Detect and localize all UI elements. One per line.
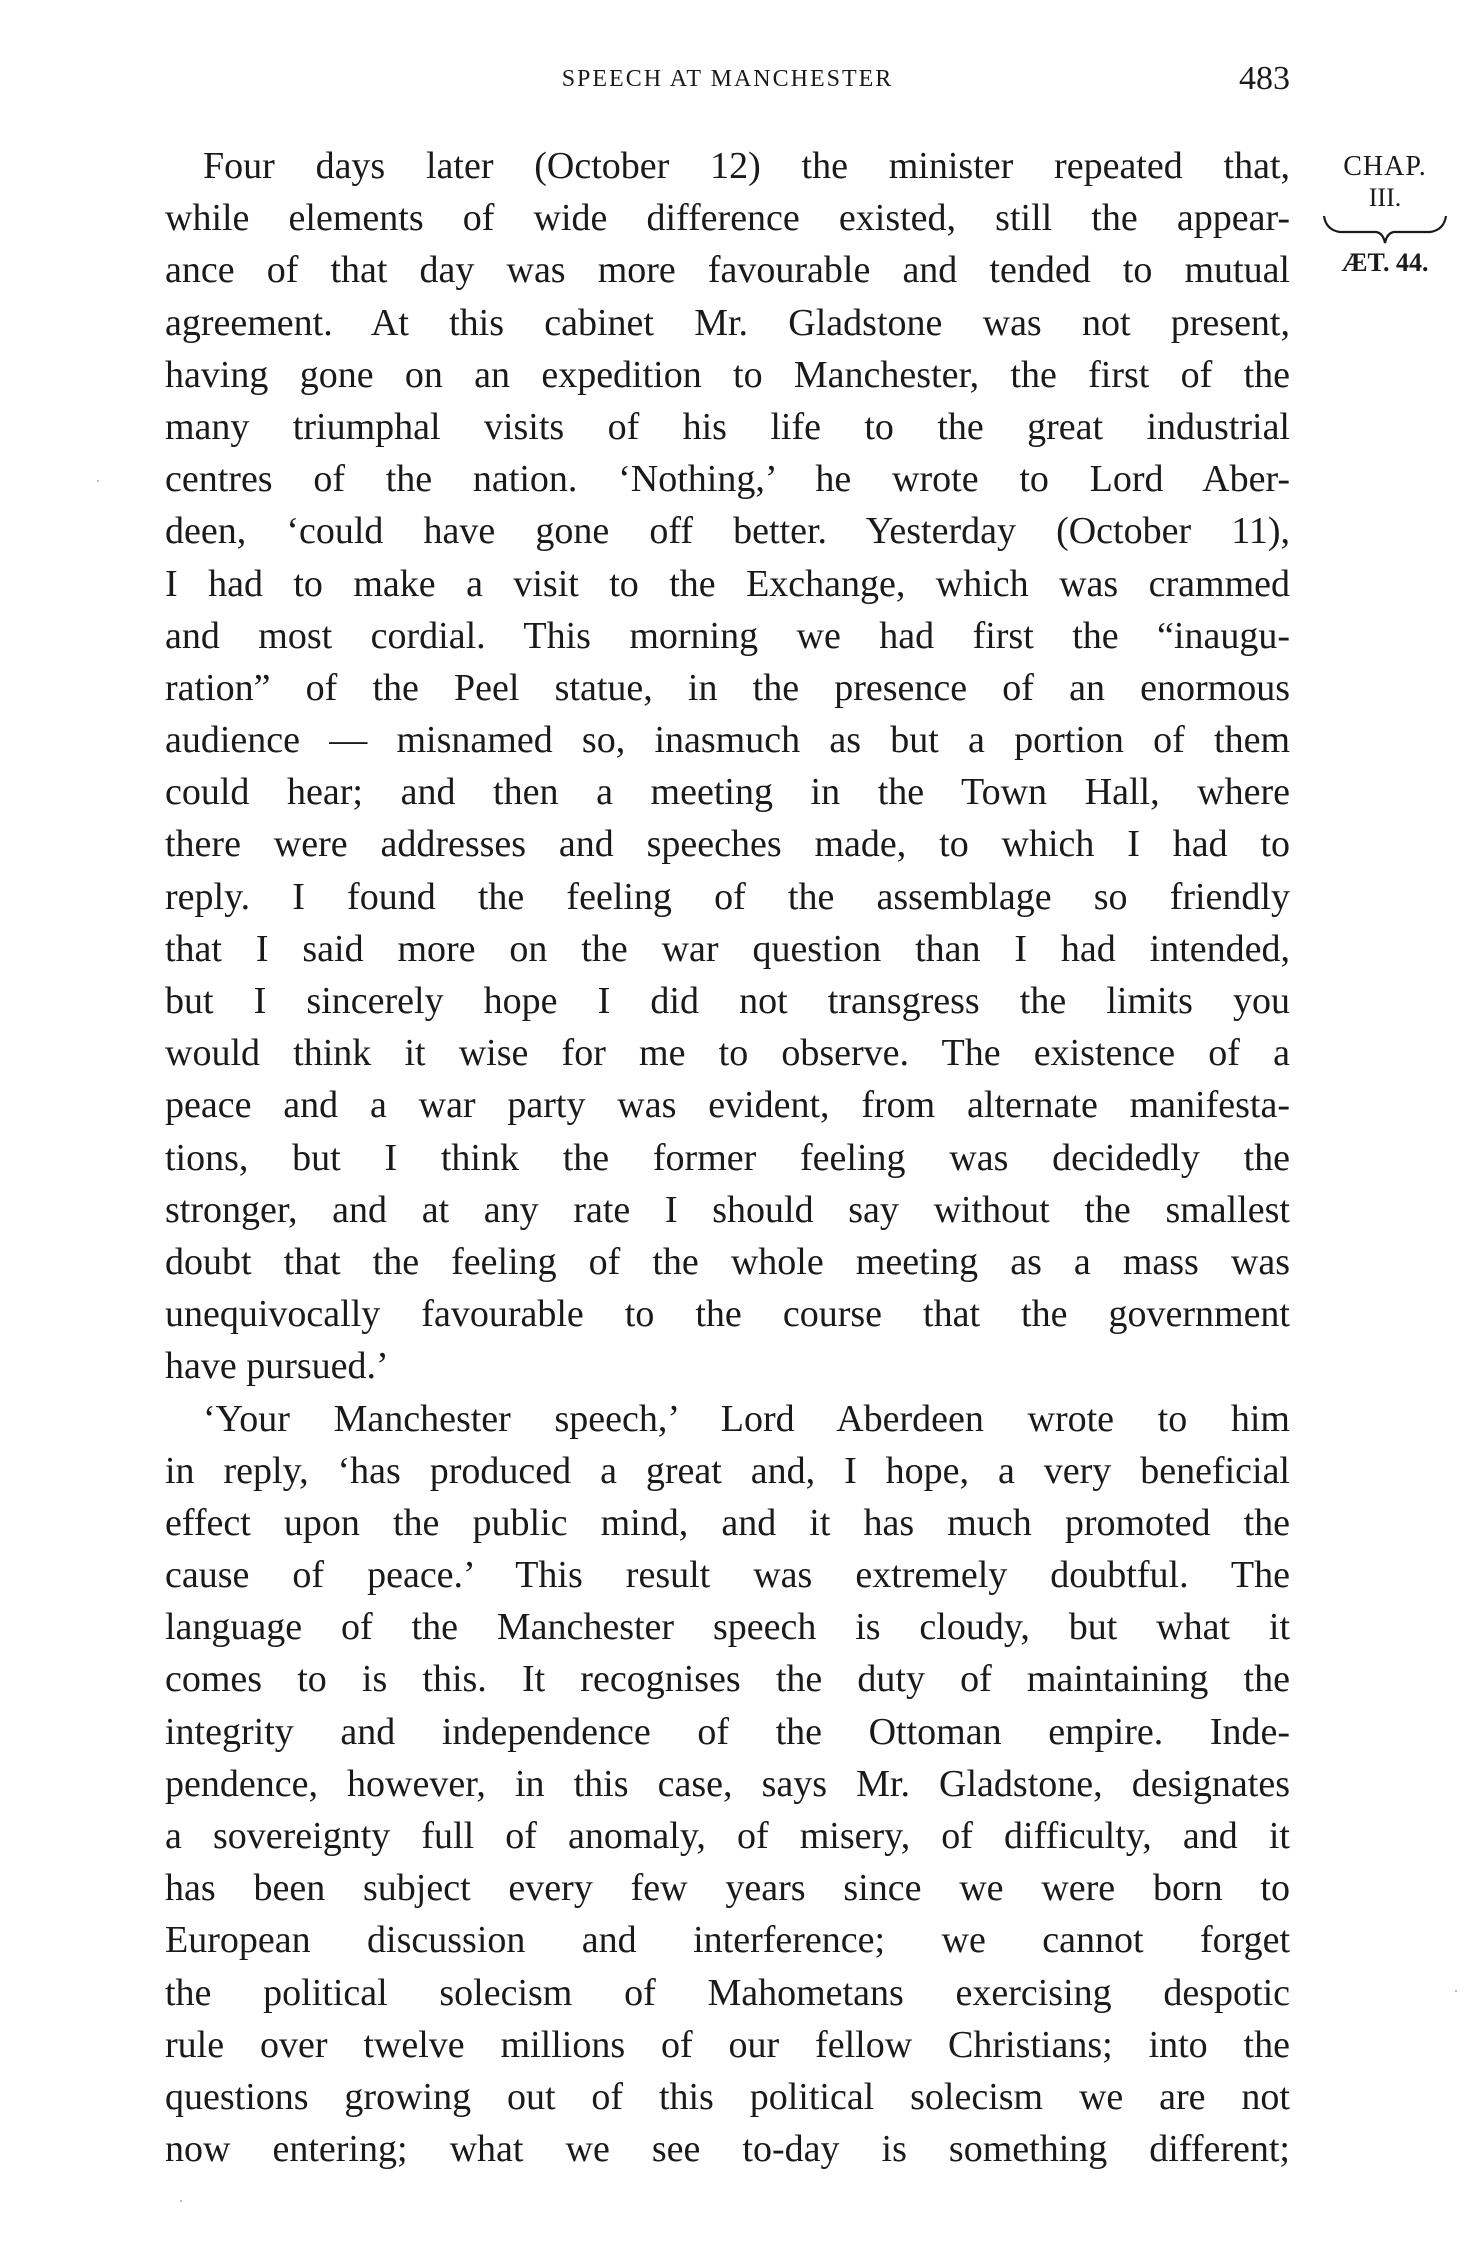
chapter-number: III. [1368, 183, 1402, 212]
text-line: centres of the nation. ‘Nothing,’ he wrote to Lord Aber- [165, 458, 1290, 501]
text-line: reply. I found the feeling of the assemblage so friendly [165, 875, 1290, 918]
chapter-label: CHAP. [1343, 151, 1427, 182]
text-line: while elements of wide difference existed, still the appear- [165, 197, 1290, 240]
text-line: many triumphal visits of his life to the great industrial [165, 405, 1290, 448]
page-header [165, 60, 1290, 110]
text-line: pendence, however, in this case, says Mr. Gladstone, designates [165, 1762, 1290, 1805]
page-number: 483 [1239, 60, 1290, 97]
brace-icon [1320, 212, 1450, 246]
text-line: and most cordial. This morning we had first the “inaugu- [165, 614, 1290, 657]
text-line: stronger, and at any rate I should say without the smallest [165, 1188, 1290, 1231]
margin-note [1300, 150, 1470, 280]
text-line: comes to is this. It recognises the duty of maintaining the [165, 1658, 1290, 1701]
text-line: ‘Your Manchester speech,’ Lord Aberdeen wrote to him [203, 1397, 1290, 1440]
text-line: there were addresses and speeches made, to which I had to [165, 823, 1290, 866]
body-text [165, 140, 1290, 2175]
text-line: language of the Manchester speech is cloudy, but what it [165, 1606, 1290, 1649]
text-line: agreement. At this cabinet Mr. Gladstone was not present, [165, 301, 1290, 344]
text-line: doubt that the feeling of the whole meeting as a mass was [165, 1240, 1290, 1283]
scan-speck [1455, 1990, 1457, 1992]
text-line: that I said more on the war question than I had intended, [165, 927, 1290, 970]
scan-speck [180, 2200, 182, 2202]
running-title: SPEECH AT MANCHESTER [561, 66, 894, 92]
text-line: effect upon the public mind, and it has much promoted the [165, 1501, 1290, 1544]
text-line: audience — misnamed so, inasmuch as but a portion of them [165, 719, 1290, 762]
text-line: ration” of the Peel statue, in the presence of an enormous [165, 666, 1290, 709]
text-line: have pursued.’ [165, 1345, 389, 1388]
text-line: peace and a war party was evident, from alternate manifesta- [165, 1084, 1290, 1127]
age-label: ÆT. 44. [1341, 248, 1429, 277]
text-line: unequivocally favourable to the course that the government [165, 1293, 1290, 1336]
text-line: has been subject every few years since we were born to [165, 1867, 1290, 1910]
text-line: having gone on an expedition to Manchester, the first of the [165, 353, 1290, 396]
text-line: deen, ‘could have gone off better. Yesterday (October 11), [165, 510, 1290, 553]
text-line: would think it wise for me to observe. The existence of a [165, 1032, 1290, 1075]
text-line: integrity and independence of the Ottoman empire. Inde- [165, 1710, 1290, 1753]
text-line: tions, but I think the former feeling was decidedly the [165, 1136, 1290, 1179]
text-line: but I sincerely hope I did not transgress the limits you [165, 980, 1290, 1022]
text-line: could hear; and then a meeting in the Town Hall, where [165, 771, 1290, 814]
text-line: the political solecism of Mahometans exercising despotic [165, 1971, 1290, 2014]
text-line: in reply, ‘has produced a great and, I hope, a very beneficial [165, 1449, 1290, 1492]
text-line: ance of that day was more favourable and tended to mutual [165, 249, 1290, 292]
text-line: European discussion and interference; we cannot forget [165, 1919, 1290, 1962]
text-line: a sovereignty full of anomaly, of misery, of difficulty, and it [165, 1815, 1290, 1857]
text-line: questions growing out of this political solecism we are not [165, 2075, 1290, 2118]
scan-speck [97, 480, 99, 482]
text-line: cause of peace.’ This result was extremely doubtful. The [165, 1554, 1290, 1597]
text-line: I had to make a visit to the Exchange, which was crammed [165, 562, 1290, 605]
text-line: Four days later (October 12) the minister repeated that, [203, 145, 1290, 187]
text-line: rule over twelve millions of our fellow Christians; into the [165, 2023, 1290, 2066]
text-line: now entering; what we see to-day is something different; [165, 2128, 1290, 2171]
